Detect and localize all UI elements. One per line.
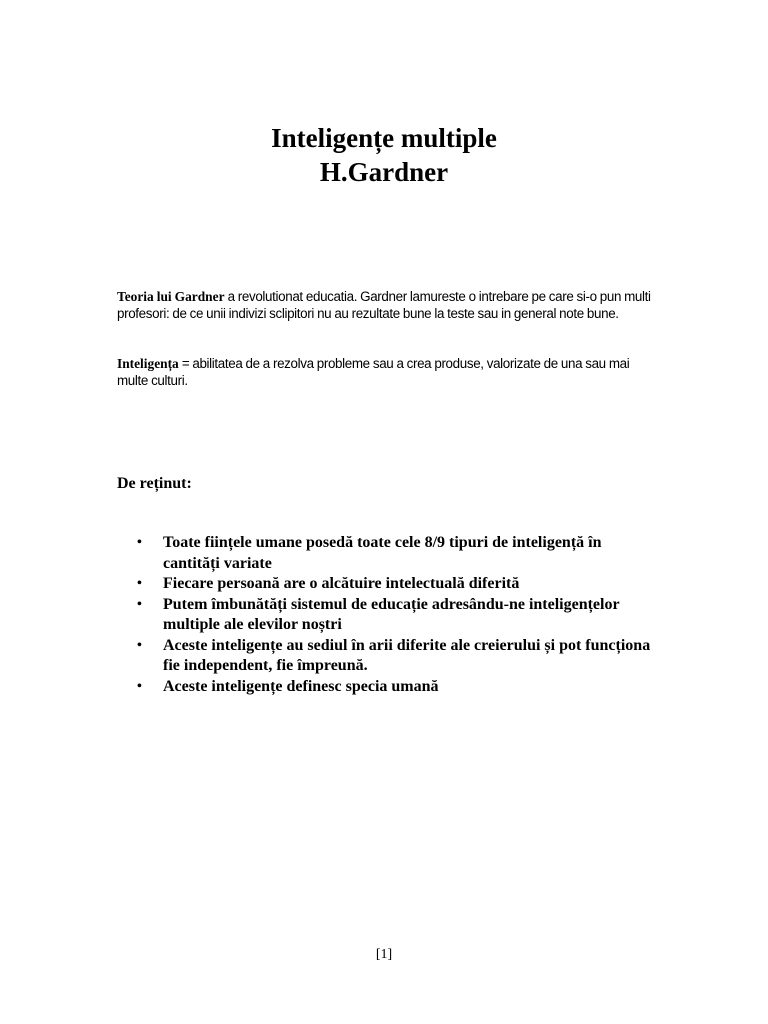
definition-text: = abilitatea de a rezolva probleme sau a crea produse, valorizate de una sau mai multe culturi. — [117, 356, 630, 388]
bullet-icon: • — [137, 535, 142, 550]
definition-paragraph — [117, 356, 657, 389]
list-item — [137, 677, 657, 698]
bullet-icon: • — [137, 576, 142, 591]
intro-paragraph — [117, 289, 657, 322]
list-item-text: Aceste inteligențe definesc specia umană — [163, 677, 439, 695]
bullet-icon: • — [137, 596, 142, 612]
list-item-text: Toate ființele umane posedă toate cele 8/9 tipuri de inteligență în cantități variate — [163, 534, 602, 572]
document-title: Inteligențe multiple — [271, 123, 497, 153]
list-item-text: Putem îmbunătăți sistemul de educație adresându-ne inteligențelor multiple ale elevilor noștri — [163, 595, 620, 633]
section-heading: De reținut: — [117, 475, 192, 492]
list-item-text: Fiecare persoană are o alcătuire intelectuală diferită — [163, 575, 520, 592]
intro-paragraph-bold-lead: Teoria lui Gardner — [117, 289, 225, 304]
list-item-text: Aceste inteligențe au sediul în arii diferite ale creierului și pot funcționa fie independent, fie împreună. — [163, 636, 651, 674]
intro-paragraph-text: a revolutionat educatia. Gardner lamureste o intrebare pe care si-o pun multi profesori: de ce unii indivizi sclipitori nu au rezultate bune la teste sau in general note bune. — [117, 289, 651, 321]
list-item — [137, 636, 657, 677]
list-item — [137, 574, 657, 595]
list-item — [137, 533, 657, 574]
bullet-icon: • — [137, 678, 142, 694]
bullet-icon: • — [137, 637, 142, 653]
page-number: [1] — [375, 947, 393, 962]
document-subtitle-author: H.Gardner — [319, 157, 449, 187]
definition-term: Inteligența — [117, 356, 179, 371]
list-item — [137, 595, 657, 636]
key-points-list — [137, 533, 657, 697]
